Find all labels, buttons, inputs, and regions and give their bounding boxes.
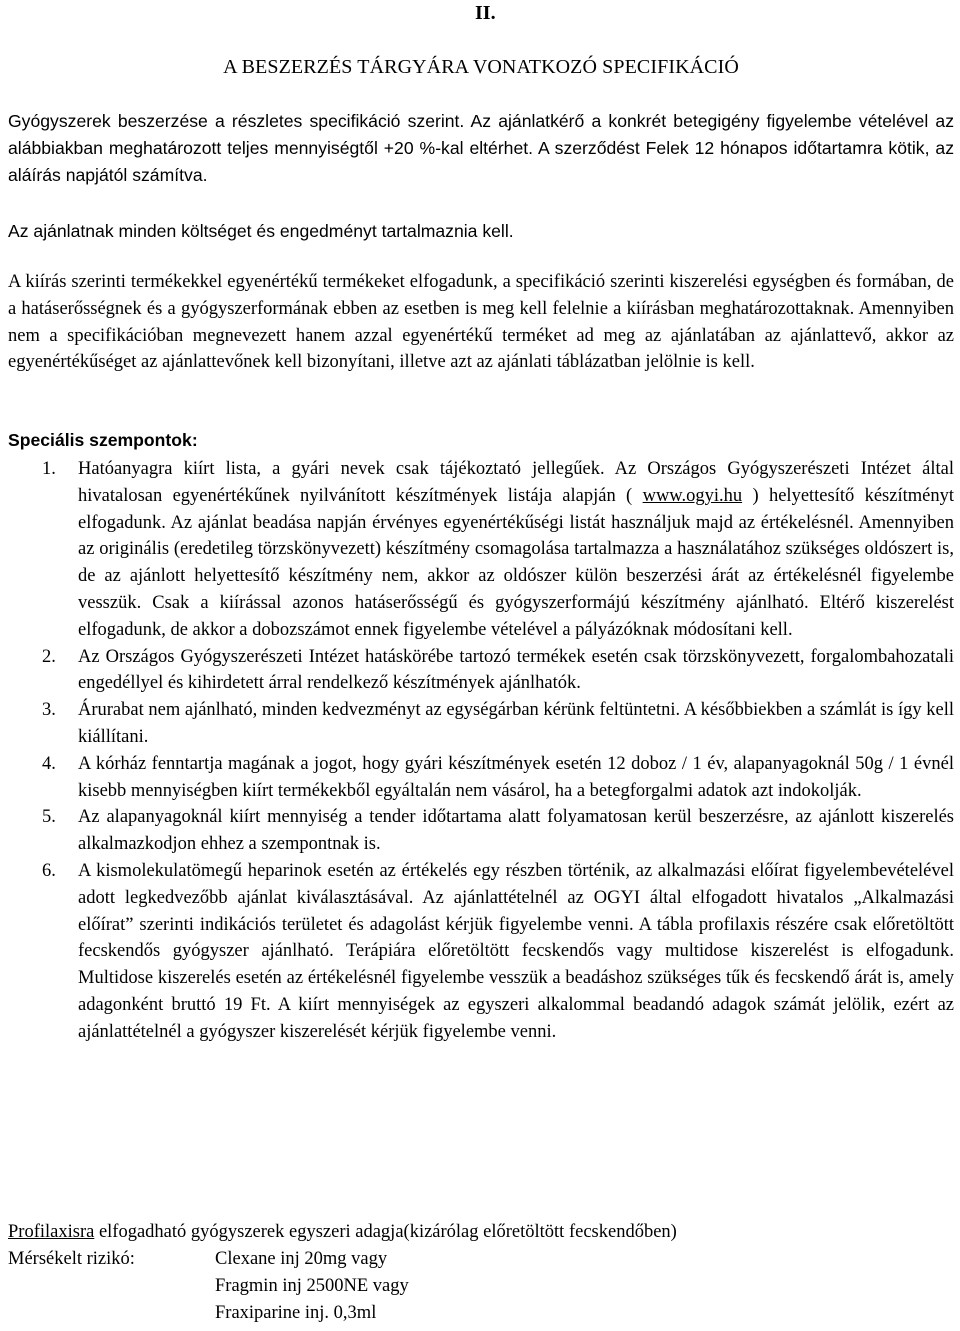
list-item-number: 3.: [42, 700, 56, 721]
profilaxis-line: [8, 1219, 677, 1246]
list-item-number: 4.: [42, 753, 56, 774]
cost-paragraph: Az ajánlatnak minden költséget és engedményt tartalmaznia kell.: [8, 221, 514, 241]
drug-item: Fragmin inj 2500NE vagy: [215, 1276, 409, 1296]
drug-item: Clexane inj 20mg vagy: [215, 1249, 388, 1269]
list-item-text: Az alapanyagoknál kiírt mennyiség a tender időtartama alatt folyamatosan kerül beszerzésre, az ajánlott kiszerelés alkalmazkodjon ehhez a szempontnak is.: [78, 807, 954, 855]
drug-item: Fraxiparine inj. 0,3ml: [215, 1303, 377, 1323]
special-aspects-heading: Speciális szempontok:: [8, 430, 198, 450]
intro-paragraph: Gyógyszerek beszerzése a részletes specifikáció szerint. Az ajánlatkérő a konkrét betegigény figyelembe vételével az alábbiakban meghatározott teljes mennyiségtől +20 %-kal eltérhet. A szerződést Felek 12 hónapos időtartamra kötik, az aláírás napjától számítva.: [8, 111, 954, 185]
list-item: [8, 858, 954, 1046]
section-number: II.: [475, 2, 496, 24]
document-title: A BESZERZÉS TÁRGYÁRA VONATKOZÓ SPECIFIKÁCIÓ: [223, 56, 739, 78]
list-item: [8, 456, 954, 644]
risk-label: Mérsékelt rizikó:: [8, 1249, 135, 1269]
list-item-text: A kismolekulatömegű heparinok esetén az értékelés egy részben történik, az alkalmazási előírat figyelembevételével adott legkedvezőbb ajánlat kiválasztásával. Az ajánlattételnél az OGYI által elfogadott hivatalos „Alkalmazási előírat” szerinti indikációs területet és adagolást kérjük figyelembe venni. A tábla profilaxis részére csak előretöltött fecskendős gyógyszer ajánlható. Terápiára előretöltött fecskendős vagy multidose kiszerelést is elfogadunk. Multidose kiszerelés esetén az értékelésnél figyelembe vesszük a beadáshoz szükséges tűk és fecskendő árát is, amely adagonként bruttó 19 Ft. A kiírt mennyiségek az egyszeri alkalommal beadandó adagok számát jelölik, ezért az ajánlattételnél a gyógyszer kiszerelését kérjük figyelembe venni.: [78, 860, 954, 1042]
profilaxis-rest: elfogadható gyógyszerek egyszeri adagja(kizárólag előretöltött fecskendőben): [94, 1222, 677, 1242]
ogyi-link[interactable]: www.ogyi.hu: [642, 485, 743, 506]
list-item-number: 5.: [42, 807, 56, 828]
list-item: [8, 697, 954, 751]
profilaxis-underlined: Profilaxisra: [8, 1222, 95, 1242]
list-item: [8, 804, 954, 858]
equivalence-paragraph: A kiírás szerinti termékekkel egyenértékű termékeket elfogadunk, a specifikáció szerinti kiszerelési egységben és formában, de a hatáserősségnek és a gyógyszerformának ebben az esetben is meg kell felelnie a kiírásban meghatározottaknak. Amennyiben nem a specifikációban megnevezett hanem azzal egyenértékű terméket ad meg az ajánlatában az ajánlattevő, akkor az egyenértékűséget az ajánlattevőnek kell bizonyítani, illetve azt az ajánlati táblázatban jelölnie is kell.: [8, 272, 954, 373]
list-item-number: 2.: [42, 646, 56, 667]
list-item-text: A kórház fenntartja magának a jogot, hogy gyári készítmények esetén 12 doboz / 1 év, alapanyagoknál 50g / 1 évnél kisebb mennyiségben kiírt termékekből egyáltalán nem vásárol, ha a betegforgalmi adatok azt indokolják.: [78, 753, 954, 801]
list-item-text: Az Országos Gyógyszerészeti Intézet hatáskörébe tartozó termékek esetén csak törzskönyvezett, forgalombahozatali engedéllyel és kihirdetett árral rendelkező készítmények ajánlhatók.: [78, 646, 954, 694]
list-item-text: ) helyettesítő készítményt elfogadunk. Az ajánlat beadása napján érvényes egyenértékűségi listát használjuk majd az értékelésnél. Amennyiben az originális (eredetileg törzskönyvezett) készítmény csomagolása tartalmazza a használatához szükséges oldószert is, de az ajánlott helyettesítő készítmény nem, akkor az oldószer külön beszerzési árát az értékelésnél figyelembe vesszük. Csak a kiírással azonos hatáserősségű és gyógyszerformájú készítmény ajánlható. Eltérő kiszerelést elfogadunk, de akkor a dobozszámot ennek figyelembe vételével a pályázóknak módosítani kell.: [78, 485, 954, 640]
list-item-number: 6.: [42, 860, 56, 881]
list-item-number: 1.: [42, 459, 56, 479]
list-item-text: Hatóanyagra kiírt lista, a gyári nevek csak tájékoztató jellegűek. Az Országos Gyógyszerészeti Intézet által hivatalosan egyenértékűnek nyilvánított készítmények listája alapján (: [78, 459, 954, 506]
list-item: [8, 644, 954, 698]
list-item: [8, 751, 954, 805]
special-aspects-list: [8, 456, 954, 1046]
list-item-text: Árurabat nem ajánlható, minden kedvezményt az egységárban kérünk feltüntetni. A későbbiekben a számlát is így kell kiállítani.: [78, 700, 954, 747]
